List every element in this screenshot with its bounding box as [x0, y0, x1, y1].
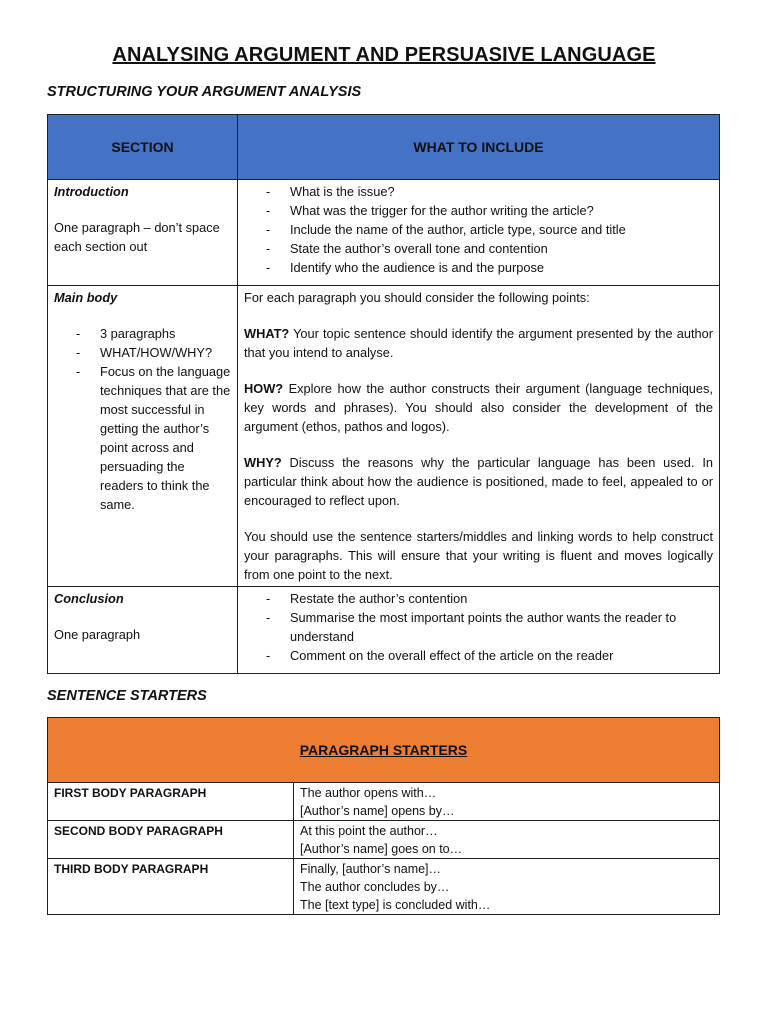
list-item: - What was the trigger for the author writing the article?	[244, 201, 713, 220]
row-content	[294, 821, 720, 859]
conclusion-title: Conclusion	[54, 591, 124, 606]
main-body-title: Main body	[54, 290, 118, 305]
starters-header	[48, 718, 720, 783]
list-item: - Summarise the most important points the author wants the reader to understand	[244, 608, 713, 646]
closing-paragraph: You should use the sentence starters/middles and linking words to help construct your paragraphs. This will ensure that your writing is fluent and moves logically from one point to the next.	[244, 529, 713, 582]
list-item: - WHAT/HOW/WHY?	[54, 343, 231, 362]
list-item: - 3 paragraphs	[54, 324, 231, 343]
paragraph-starters-table	[47, 717, 720, 915]
main-body-row	[48, 286, 720, 587]
subheading-sentence-starters: SENTENCE STARTERS	[47, 688, 207, 704]
starter-line: [Author’s name] goes on to…	[300, 842, 463, 856]
conclusion-cell	[48, 587, 238, 674]
introduction-title: Introduction	[54, 184, 129, 199]
how-text: Explore how the author constructs their argument (language techniques, key words and phrases). You should also consider the development of the argument (ethos, pathos and logos).	[244, 381, 713, 434]
starter-line: The author opens with…	[300, 786, 437, 800]
why-paragraph	[244, 453, 713, 510]
what-paragraph	[244, 324, 713, 362]
conclusion-list	[244, 589, 713, 665]
header-what-to-include: WHAT TO INCLUDE	[238, 115, 720, 180]
what-text: Your topic sentence should identify the argument presented by the author that you intend to analyse.	[244, 326, 713, 360]
main-body-cell	[48, 286, 238, 587]
structure-table	[47, 114, 720, 674]
list-item: - Include the name of the author, article type, source and title	[244, 220, 713, 239]
list-item: - State the author’s overall tone and contention	[244, 239, 713, 258]
starter-line: The [text type] is concluded with…	[300, 898, 491, 912]
main-body-list	[54, 324, 231, 514]
how-paragraph	[244, 379, 713, 436]
introduction-row	[48, 180, 720, 286]
what-label: WHAT?	[244, 326, 290, 341]
list-item: - Comment on the overall effect of the article on the reader	[244, 646, 713, 665]
starter-line: Finally, [author’s name]…	[300, 862, 442, 876]
starter-line: The author concludes by…	[300, 880, 450, 894]
starters-header-row	[48, 718, 720, 783]
table-row	[48, 859, 720, 915]
list-item: - Identify who the audience is and the purpose	[244, 258, 713, 277]
conclusion-content	[238, 587, 720, 674]
how-label: HOW?	[244, 381, 284, 396]
why-text: Discuss the reasons why the particular language has been used. In particular think about how the audience is positioned, made to feel, appealed to or encouraged to reflect upon.	[244, 455, 713, 508]
subheading-structuring: STRUCTURING YOUR ARGUMENT ANALYSIS	[47, 84, 362, 100]
header-section: SECTION	[48, 115, 238, 180]
main-body-content	[238, 286, 720, 587]
list-item: - What is the issue?	[244, 182, 713, 201]
main-body-intro: For each paragraph you should consider the following points:	[244, 290, 590, 305]
row-content	[294, 783, 720, 821]
introduction-note: One paragraph – don’t space each section out	[54, 220, 220, 254]
starter-line: At this point the author…	[300, 824, 438, 838]
table-row	[48, 783, 720, 821]
introduction-list	[244, 182, 713, 277]
page-title: ANALYSING ARGUMENT AND PERSUASIVE LANGUAGE	[112, 44, 656, 66]
structure-header-row	[48, 115, 720, 180]
table-row	[48, 821, 720, 859]
row-label: THIRD BODY PARAGRAPH	[48, 859, 294, 915]
starters-header-label: PARAGRAPH STARTERS	[299, 741, 468, 758]
conclusion-note: One paragraph	[54, 627, 141, 642]
row-content	[294, 859, 720, 915]
list-item: - Restate the author’s contention	[244, 589, 713, 608]
starter-line: [Author’s name] opens by…	[300, 804, 455, 818]
row-label: SECOND BODY PARAGRAPH	[48, 821, 294, 859]
why-label: WHY?	[244, 455, 282, 470]
introduction-cell	[48, 180, 238, 286]
conclusion-row	[48, 587, 720, 674]
introduction-content	[238, 180, 720, 286]
list-item: - Focus on the language techniques that are the most successful in getting the author’s point across and persuading the readers to think the same.	[54, 362, 231, 514]
row-label: FIRST BODY PARAGRAPH	[48, 783, 294, 821]
